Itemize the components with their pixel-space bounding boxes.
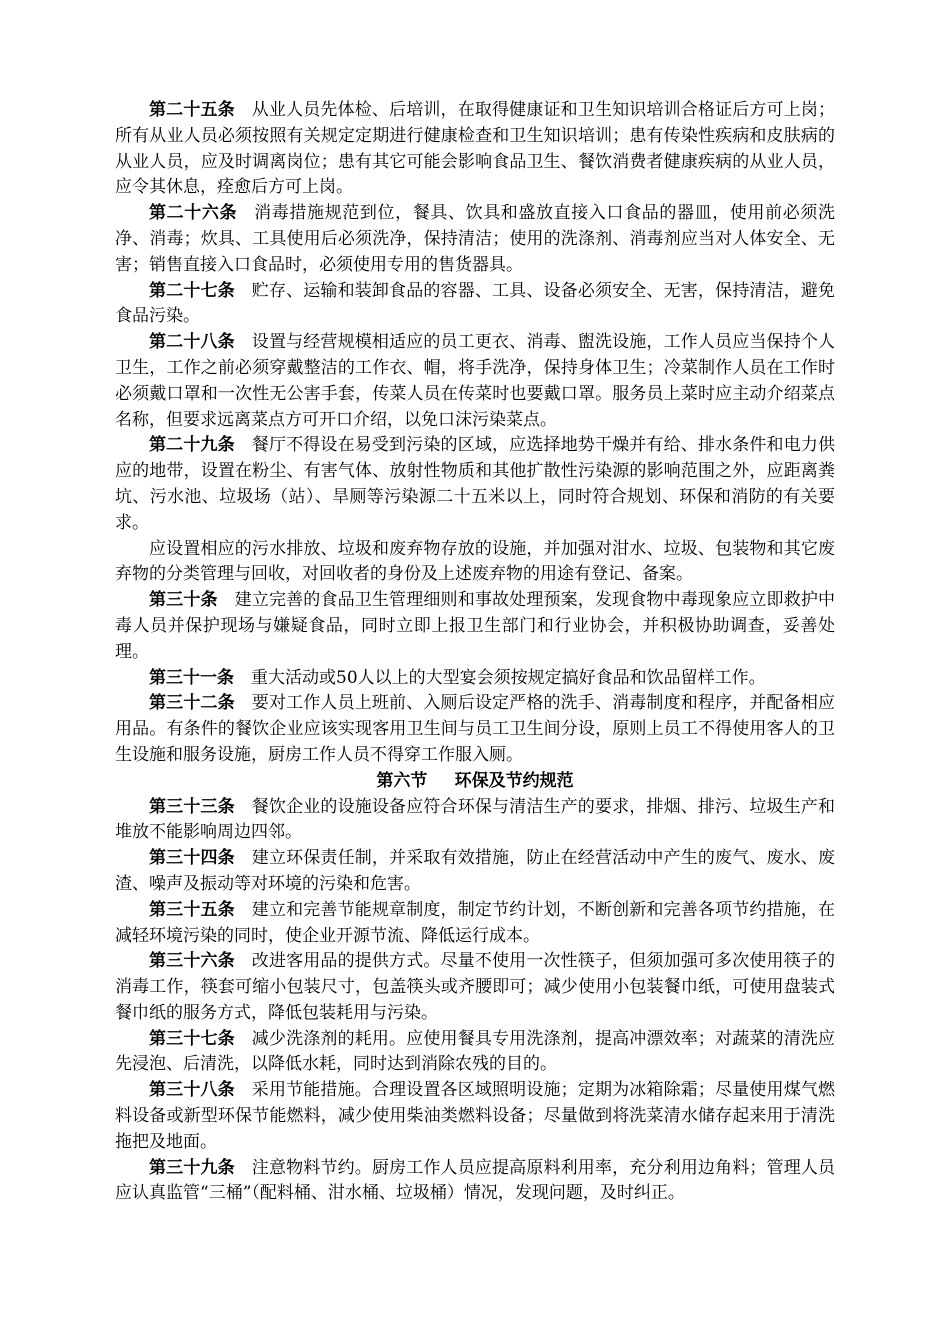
article-text: 应设置相应的污水排放、垃圾和废弃物存放的设施，并加强对泔水、垃圾、包装物和其它废弃物的分类管理与回收，对回收者的身份及上述废弃物的用途有登记、备案。 [115,538,835,585]
article-34 [115,846,835,898]
section-title: 环保及节约规范 [454,770,574,791]
article-number: 第三十四条 [149,848,235,869]
article-text: 建立和完善节能规章制度，制定节约计划，不断创新和完善各项节约措施，在减轻环境污染的同时，使企业开源节流、降低运行成本。 [115,899,836,946]
article-text: 建立环保责任制，并采取有效措施，防止在经营活动中产生的废气、废水、废渣、噪声及振动等对环境的污染和危害。 [115,848,836,894]
document-page [115,98,835,1207]
article-number: 第三十九条 [149,1157,235,1178]
article-text: 从业人员先体检、后培训，在取得健康证和卫生知识培训合格证后方可上岗；所有从业人员必须按照有关规定定期进行健康检查和卫生知识培训；患有传染性疾病和皮肤病的从业人员，应及时调离岗位；患有其它可能会影响食品卫生、餐饮消费者健康疾病的从业人员，应令其休息，痊愈后方可上岗。 [115,100,836,198]
article-text: 消毒措施规范到位，餐具、饮具和盛放直接入口食品的器皿，使用前必须洗净、消毒；炊具、工具使用后必须洗净，保持清洁；使用的洗涤剂、消毒剂应当对人体安全、无害；销售直接入口食品时，必须使用专用的售货器具。 [115,203,835,275]
article-text: 贮存、运输和装卸食品的容器、工具、设备必须安全、无害，保持清洁，避免食品污染。 [115,280,836,327]
article-35 [115,898,835,950]
article-text: 改进客用品的提供方式。尽量不使用一次性筷子，但须加强可多次使用筷子的消毒工作，筷套可缩小包装尺寸，包盖筷头或齐腰即可；减少使用小包装餐巾纸，可使用盘装式餐巾纸的服务方式，降低包装耗用与污染。 [115,951,836,1023]
article-text: 要对工作人员上班前、入厕后设定严格的洗手、消毒制度和程序，并配备相应用品。有条件的餐饮企业应该实现客用卫生间与员工卫生间分设，原则上员工不得使用客人的卫生设施和服务设施，厨房工作人员不得穿工作服入厕。 [115,693,836,765]
article-38 [115,1078,835,1155]
article-number: 第二十六条 [149,203,238,224]
article-number: 第三十八条 [149,1080,235,1101]
article-number: 第三十六条 [149,951,235,972]
article-number: 第二十八条 [149,332,235,353]
article-number: 第三十七条 [149,1028,235,1049]
article-number: 第二十五条 [149,100,235,120]
article-25 [115,98,835,201]
article-37 [115,1027,835,1079]
article-number: 第三十三条 [149,796,235,817]
article-32 [115,691,835,768]
article-text: 注意物料节约。厨房工作人员应提高原料利用率，充分利用边角料；管理人员应认真监管“三桶”（配料桶、泔水桶、垃圾桶）情况，发现问题，及时纠正。 [115,1157,836,1204]
article-text: 餐厅不得设在易受到污染的区域，应选择地势干燥并有给、排水条件和电力供应的地带，设置在粉尘、有害气体、放射性物质和其他扩散性污染源的影响范围之外，应距离粪坑、污水池、垃圾场（站）、旱厕等污染源二十五米以上，同时符合规划、环保和消防的有关要求。 [115,435,836,533]
article-text: 减少洗涤剂的耗用。应使用餐具专用洗涤剂，提高冲漂效率；对蔬菜的清洗应先浸泡、后清洗，以降低水耗，同时达到消除农残的目的。 [115,1028,836,1075]
section-number: 第六节 [376,770,428,791]
article-number: 第三十条 [149,590,218,611]
article-26 [115,201,835,278]
article-31 [115,666,835,692]
article-text: 餐饮企业的设施设备应符合环保与清洁生产的要求，排烟、排污、垃圾生产和堆放不能影响周边四邻。 [115,796,836,843]
article-33 [115,795,835,847]
article-number: 第二十九条 [149,435,235,456]
article-30 [115,588,835,665]
article-number: 第二十七条 [149,280,235,301]
article-39 [115,1156,835,1208]
article-text: 采用节能措施。合理设置各区域照明设施；定期为冰箱除霜；尽量使用煤气燃料设备或新型环保节能燃料，减少使用柴油类燃料设备；尽量做到将洗菜清水储存起来用于清洗拖把及地面。 [115,1080,836,1152]
article-28 [115,330,835,433]
article-number: 第三十五条 [149,899,235,920]
article-29-continued [115,537,835,589]
article-36 [115,949,835,1026]
article-number: 第三十二条 [149,693,235,714]
article-number: 第三十一条 [149,667,234,688]
article-text: 重大活动或50人以上的大型宴会须按规定搞好食品和饮品留样工作。 [251,667,766,688]
article-text: 建立完善的食品卫生管理细则和事故处理预案，发现食物中毒现象应立即救护中毒人员并保护现场与嫌疑食品，同时立即上报卫生部门和行业协会，并积极协助调查，妥善处理。 [115,590,836,662]
article-29 [115,433,835,536]
section-heading [115,769,835,795]
article-text: 设置与经营规模相适应的员工更衣、消毒、盥洗设施，工作人员应当保持个人卫生，工作之前必须穿戴整洁的工作衣、帽，将手洗净，保持身体卫生；冷菜制作人员在工作时必须戴口罩和一次性无公害手套，传菜人员在传菜时也要戴口罩。服务员上菜时应主动介绍菜点名称，但要求远离菜点方可开口介绍，以免口沫污染菜点。 [115,332,836,430]
article-27 [115,279,835,331]
